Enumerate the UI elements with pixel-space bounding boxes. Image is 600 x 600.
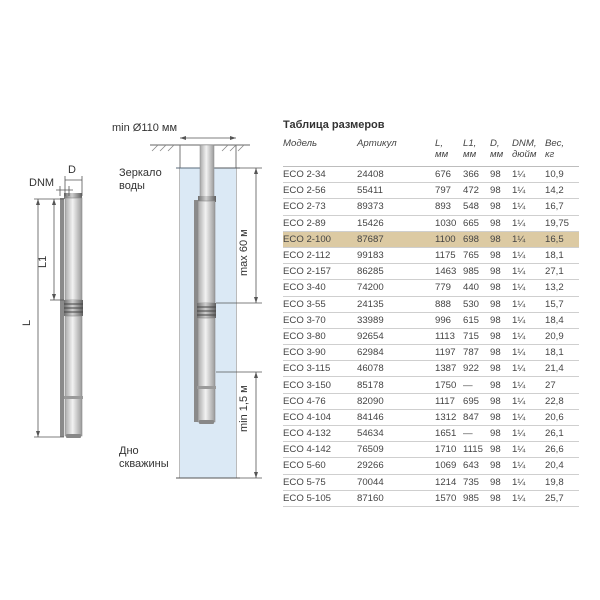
table-cell: 1175 (435, 247, 463, 263)
table-cell: 922 (463, 361, 490, 377)
column-header (357, 138, 435, 167)
table-cell: ECO 3-40 (283, 280, 357, 296)
table-cell: 695 (463, 393, 490, 409)
water-mirror-label-1: Зеркало (119, 167, 162, 179)
table-cell: 530 (463, 296, 490, 312)
table-row (283, 393, 579, 409)
table-cell: 1113 (435, 328, 463, 344)
column-header-text: дюйм (512, 149, 537, 160)
column-header-text: мм (490, 149, 504, 160)
table-row (283, 280, 579, 296)
table-cell: 1¼ (512, 409, 545, 425)
table-cell: 98 (490, 393, 512, 409)
table-cell: 1115 (463, 442, 490, 458)
table-cell: 98 (490, 426, 512, 442)
table-cell: 87687 (357, 231, 435, 247)
table-cell: 86285 (357, 264, 435, 280)
table-cell: 98 (490, 361, 512, 377)
table-cell: 98 (490, 167, 512, 183)
table-cell: 1¼ (512, 377, 545, 393)
table-cell: 1710 (435, 442, 463, 458)
l1-label: L1 (37, 255, 49, 268)
dimensions-table (283, 138, 579, 507)
table-cell: 92654 (357, 328, 435, 344)
table-cell: 797 (435, 183, 463, 199)
table-cell: ECO 2-112 (283, 247, 357, 263)
min-bottom-label: min 1,5 м (238, 385, 250, 432)
max-depth-label: max 60 м (238, 229, 250, 276)
table-row (283, 409, 579, 425)
table-cell: 698 (463, 231, 490, 247)
table-cell: 10,9 (545, 167, 579, 183)
table-cell: 26,1 (545, 426, 579, 442)
table-cell: 643 (463, 458, 490, 474)
table-cell: 14,2 (545, 183, 579, 199)
column-header-text: Модель (283, 138, 318, 149)
table-row (283, 377, 579, 393)
table-cell: 98 (490, 328, 512, 344)
column-header (463, 138, 490, 167)
table-cell: 893 (435, 199, 463, 215)
table-cell: 1651 (435, 426, 463, 442)
pump-diagram (0, 0, 280, 600)
table-cell: 1387 (435, 361, 463, 377)
table-cell: ECO 3-115 (283, 361, 357, 377)
table-cell: 16,5 (545, 231, 579, 247)
well-section (150, 136, 250, 478)
table-cell: — (463, 426, 490, 442)
table-cell: 62984 (357, 345, 435, 361)
table-row (283, 183, 579, 199)
table-cell: 19,8 (545, 474, 579, 490)
table-cell: 85178 (357, 377, 435, 393)
column-header (490, 138, 512, 167)
table-cell: 87160 (357, 490, 435, 506)
riser-pipe (200, 145, 214, 197)
table-cell: 1¼ (512, 328, 545, 344)
table-cell: 33989 (357, 312, 435, 328)
table-cell: 70044 (357, 474, 435, 490)
table-cell: 25,7 (545, 490, 579, 506)
table-cell: 13,2 (545, 280, 579, 296)
table-cell: 20,4 (545, 458, 579, 474)
table-cell: 98 (490, 312, 512, 328)
table-cell: 996 (435, 312, 463, 328)
table-header (283, 138, 579, 167)
l-label: L (21, 319, 33, 326)
table-cell: 1¼ (512, 312, 545, 328)
table-cell: 615 (463, 312, 490, 328)
table-cell: 1463 (435, 264, 463, 280)
table-cell: 21,4 (545, 361, 579, 377)
table-row (283, 247, 579, 263)
table-cell: 24408 (357, 167, 435, 183)
pump-side-view (60, 193, 83, 438)
table-cell: 98 (490, 280, 512, 296)
table-cell: 20,6 (545, 409, 579, 425)
table-cell: 98 (490, 215, 512, 231)
table-cell: 98 (490, 296, 512, 312)
column-header-text: D, (490, 138, 500, 149)
table-row (283, 296, 579, 312)
table-row (283, 458, 579, 474)
table-cell: 1750 (435, 377, 463, 393)
table-cell: 847 (463, 409, 490, 425)
dnm-label: DNM (29, 177, 55, 189)
table-cell: ECO 2-56 (283, 183, 357, 199)
table-cell: 98 (490, 247, 512, 263)
table-cell: 1¼ (512, 345, 545, 361)
table-cell: 98 (490, 345, 512, 361)
table-cell: 1069 (435, 458, 463, 474)
column-header-text: L, (435, 138, 444, 149)
table-cell: 1¼ (512, 490, 545, 506)
table-cell: 765 (463, 247, 490, 263)
table-row (283, 345, 579, 361)
table-row (283, 426, 579, 442)
table-cell: 74200 (357, 280, 435, 296)
pump-upper-body (65, 198, 82, 300)
table-row (283, 490, 579, 506)
table-cell: 1¼ (512, 264, 545, 280)
table-cell: 84146 (357, 409, 435, 425)
table-cell: ECO 4-104 (283, 409, 357, 425)
table-cell: 76509 (357, 442, 435, 458)
table-cell: 24135 (357, 296, 435, 312)
table-row (283, 474, 579, 490)
table-cell: 27,1 (545, 264, 579, 280)
table-cell: 1¼ (512, 199, 545, 215)
table-cell: 15,7 (545, 296, 579, 312)
table-row (283, 328, 579, 344)
column-header (545, 138, 579, 167)
table-cell: 1312 (435, 409, 463, 425)
table-cell: 19,75 (545, 215, 579, 231)
column-header-text: мм (435, 149, 449, 160)
column-header (512, 138, 545, 167)
table-cell: 985 (463, 264, 490, 280)
table-cell: ECO 3-70 (283, 312, 357, 328)
table-cell: 1214 (435, 474, 463, 490)
table-cell: 472 (463, 183, 490, 199)
table-cell: 16,7 (545, 199, 579, 215)
table-cell: 98 (490, 442, 512, 458)
table-cell: ECO 4-142 (283, 442, 357, 458)
table-cell: 1117 (435, 393, 463, 409)
table-cell: 22,8 (545, 393, 579, 409)
column-header-text: L1, (463, 138, 477, 149)
table-cell: 715 (463, 328, 490, 344)
water-mirror-label-2: воды (119, 180, 145, 192)
table-cell: ECO 3-55 (283, 296, 357, 312)
table-cell: 1¼ (512, 167, 545, 183)
table-cell: 15426 (357, 215, 435, 231)
table-cell: 1100 (435, 231, 463, 247)
column-header (435, 138, 463, 167)
table-cell: 46078 (357, 361, 435, 377)
well-pump-upper (198, 201, 215, 303)
table-row (283, 215, 579, 231)
table-cell: 440 (463, 280, 490, 296)
table-cell: 27 (545, 377, 579, 393)
table-cell: 735 (463, 474, 490, 490)
table-cell: 1¼ (512, 474, 545, 490)
table-cell: 98 (490, 458, 512, 474)
header-row (283, 138, 579, 167)
table-cell: 548 (463, 199, 490, 215)
table-row (283, 199, 579, 215)
table-cell: ECO 2-89 (283, 215, 357, 231)
table-cell: 29266 (357, 458, 435, 474)
table-cell: 54634 (357, 426, 435, 442)
column-header-text: кг (545, 149, 555, 160)
table-cell: 1570 (435, 490, 463, 506)
table-cell: ECO 2-34 (283, 167, 357, 183)
table-cell: ECO 2-157 (283, 264, 357, 280)
table-cell: 1¼ (512, 231, 545, 247)
table-cell: 98 (490, 199, 512, 215)
table-cell: 98 (490, 409, 512, 425)
well-pump-motor (198, 318, 215, 422)
column-header-text: Вес, (545, 138, 565, 149)
table-cell: ECO 5-105 (283, 490, 357, 506)
table-cell: 985 (463, 490, 490, 506)
table-cell: 1¼ (512, 183, 545, 199)
table-cell: ECO 5-75 (283, 474, 357, 490)
well-bottom-label-2: скважины (119, 458, 169, 470)
table-row (283, 264, 579, 280)
table-cell: 366 (463, 167, 490, 183)
table-cell: 82090 (357, 393, 435, 409)
table-cell: 1¼ (512, 247, 545, 263)
table-cell: 98 (490, 264, 512, 280)
table-cell: 99183 (357, 247, 435, 263)
table-cell: 676 (435, 167, 463, 183)
table-cell: 1030 (435, 215, 463, 231)
column-header-text: мм (463, 149, 477, 160)
table-cell: ECO 3-90 (283, 345, 357, 361)
table-cell: 1¼ (512, 296, 545, 312)
table-cell: 1¼ (512, 393, 545, 409)
table-cell: ECO 2-73 (283, 199, 357, 215)
table-cell: 89373 (357, 199, 435, 215)
table-row (283, 361, 579, 377)
table-cell: 1¼ (512, 215, 545, 231)
table-row (283, 231, 579, 247)
table-cell: 779 (435, 280, 463, 296)
table-cell: 20,9 (545, 328, 579, 344)
table-cell: ECO 2-100 (283, 231, 357, 247)
d-label: D (68, 164, 76, 176)
table-cell: 1¼ (512, 458, 545, 474)
table-cell: ECO 3-80 (283, 328, 357, 344)
table-cell: ECO 3-150 (283, 377, 357, 393)
table-cell: ECO 5-60 (283, 458, 357, 474)
column-header (283, 138, 357, 167)
well-bottom-label-1: Дно (119, 445, 139, 457)
table-cell: 665 (463, 215, 490, 231)
table-cell: ECO 4-132 (283, 426, 357, 442)
table-cell: 98 (490, 183, 512, 199)
table-cell: 787 (463, 345, 490, 361)
table-cell: 1¼ (512, 361, 545, 377)
column-header-text: Артикул (357, 138, 397, 149)
column-header-text: DNM, (512, 138, 537, 149)
table-title: Таблица размеров (283, 119, 385, 131)
table-cell: 1197 (435, 345, 463, 361)
table-cell: 26,6 (545, 442, 579, 458)
table-cell: — (463, 377, 490, 393)
table-cell: 18,4 (545, 312, 579, 328)
table-cell: 98 (490, 231, 512, 247)
table-row (283, 442, 579, 458)
table-cell: 98 (490, 490, 512, 506)
pump-cable (60, 198, 64, 437)
table-cell: 18,1 (545, 247, 579, 263)
table-cell: ECO 4-76 (283, 393, 357, 409)
table-row (283, 167, 579, 183)
table-cell: 1¼ (512, 280, 545, 296)
table-cell: 1¼ (512, 426, 545, 442)
table-row (283, 312, 579, 328)
table-cell: 98 (490, 474, 512, 490)
table-cell: 1¼ (512, 442, 545, 458)
table-body (283, 167, 579, 507)
table-cell: 55411 (357, 183, 435, 199)
table-cell: 888 (435, 296, 463, 312)
min-diameter-label: min Ø110 мм (112, 122, 178, 134)
pump-motor (65, 316, 82, 436)
table-cell: 98 (490, 377, 512, 393)
table-cell: 18,1 (545, 345, 579, 361)
